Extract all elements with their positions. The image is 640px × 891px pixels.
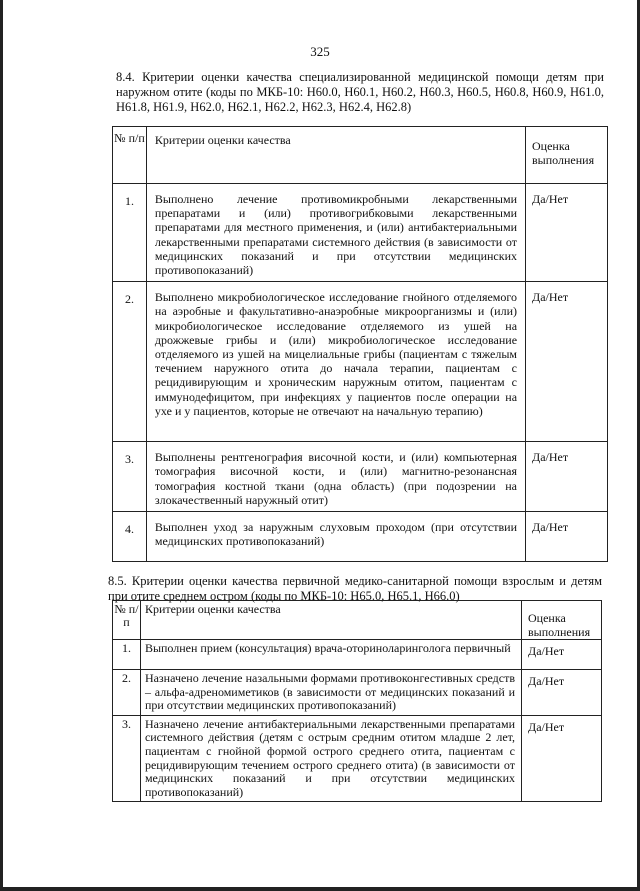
- row-evaluation: Да/Нет: [526, 442, 608, 512]
- scan-edge-left: [0, 0, 3, 891]
- row-evaluation: Да/Нет: [526, 184, 608, 282]
- row-criterion: Выполнен прием (консультация) врача-оториноларинголога первичный: [140, 640, 521, 670]
- column-header-number: № п/п: [113, 127, 147, 184]
- table-row: [113, 715, 602, 802]
- table-row: [113, 512, 608, 562]
- row-evaluation: Да/Нет: [522, 670, 602, 716]
- column-header-evaluation: Оценка выполнения: [526, 127, 608, 184]
- column-header-number: № п/п: [113, 601, 141, 640]
- section-85-heading: 8.5. Критерии оценки качества первичной медико-санитарной помощи взрослым и детям при отите среднем остром (коды по МКБ-10: H65.0, H65.1, H66.0): [108, 574, 602, 603]
- scan-edge-bottom: [0, 887, 640, 891]
- row-criterion: Назначено лечение антибактериальными лекарственными препаратами системного действия (детям с острым средним отитом младше 2 лет, пациентам с гнойной формой острого среднего отита, пациентам с рецидивирующим течением острого среднего отита) (в зависимости от медицинских показаний и при отсутствии медицинских противопоказаний): [140, 715, 521, 802]
- column-header-criteria: Критерии оценки качества: [146, 127, 525, 184]
- row-evaluation: Да/Нет: [522, 715, 602, 802]
- table-header-row: [113, 601, 602, 640]
- row-criterion: Выполнено микробиологическое исследование гнойного отделяемого на аэробные и факультативно-анаэробные микроорганизмы и (или) микробиологическое исследование отделяемого из ушей на дрожжевые грибы и (или) микробиологическое исследование отделяемого из ушей на мицелиальные грибы (пациентам с тяжелым течением наружного отита до начала терапии, пациентам с рецидивирующим и хроническим наружным отитом, пациентам с иммунодефицитом, при инфекциях у пациентов после операции на ухе и у пациентов, которые не отвечают на начальную терапию): [146, 282, 525, 442]
- table-row: [113, 184, 608, 282]
- criteria-table-84: [112, 126, 608, 562]
- row-number: 2.: [113, 282, 147, 442]
- table-row: [113, 282, 608, 442]
- row-evaluation: Да/Нет: [526, 512, 608, 562]
- row-number: 1.: [113, 184, 147, 282]
- row-number: 4.: [113, 512, 147, 562]
- criteria-table-85: [112, 600, 602, 802]
- section-84-heading: 8.4. Критерии оценки качества специализированной медицинской помощи детям при наружном отите (коды по МКБ-10: H60.0, H60.1, H60.2, H60.3, H60.5, H60.8, H60.9, H61.0, H61.8, H61.9, H62.0, H62.1, H62.2, H62.3, H62.4, H62.8): [116, 70, 604, 114]
- column-header-evaluation: Оценка выполнения: [522, 601, 602, 640]
- table-row: [113, 670, 602, 716]
- row-number: 1.: [113, 640, 141, 670]
- row-criterion: Выполнены рентгенография височной кости, и (или) компьютерная томография височной кости, и (или) магнитно-резонансная томография костной ткани (одна область) (при подозрении на злокачественный наружный отит): [146, 442, 525, 512]
- row-evaluation: Да/Нет: [522, 640, 602, 670]
- table-header-row: [113, 127, 608, 184]
- row-criterion: Назначено лечение назальными формами противоконгестивных средств – альфа-адреномиметиков (в зависимости от медицинских показаний и при отсутствии медицинских противопоказаний): [140, 670, 521, 716]
- row-criterion: Выполнен уход за наружным слуховым проходом (при отсутствии медицинских противопоказаний): [146, 512, 525, 562]
- row-number: 3.: [113, 442, 147, 512]
- row-evaluation: Да/Нет: [526, 282, 608, 442]
- row-criterion: Выполнено лечение противомикробными лекарственными препаратами и (или) противогрибковыми лекарственными препаратами для местного применения, и (или) антибактериальными лекарственными препаратами системного действия (в зависимости от медицинских показаний и при отсутствии медицинских противопоказаний): [146, 184, 525, 282]
- row-number: 2.: [113, 670, 141, 716]
- row-number: 3.: [113, 715, 141, 802]
- page-number: 325: [310, 44, 330, 59]
- table-row: [113, 640, 602, 670]
- column-header-criteria: Критерии оценки качества: [140, 601, 521, 640]
- table-row: [113, 442, 608, 512]
